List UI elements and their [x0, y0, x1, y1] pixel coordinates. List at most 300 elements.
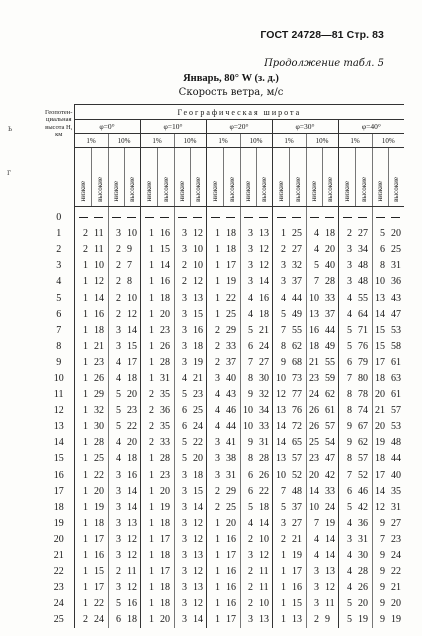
- value-cell: 3: [108, 532, 124, 548]
- value-cell: 29: [226, 485, 236, 497]
- value-cell: 25: [391, 244, 401, 256]
- value-cell: 6: [338, 355, 355, 371]
- value-cell: 5: [108, 387, 124, 403]
- value-cell: 1: [140, 451, 157, 467]
- value-cell: 20: [306, 468, 322, 484]
- value-cell: 2: [174, 274, 190, 290]
- value-cell: 24: [391, 550, 401, 562]
- value-cell: 5: [174, 387, 190, 403]
- value-cell: 4: [338, 580, 355, 596]
- value-cell: 4: [206, 387, 223, 403]
- value-cell: 14: [127, 501, 137, 513]
- value-cell: 1: [140, 484, 157, 500]
- value-cell: 2: [74, 242, 91, 258]
- value-cell: 1: [140, 596, 157, 612]
- value-cell: 3: [108, 516, 124, 532]
- value-cell: 48: [358, 276, 368, 288]
- value-cell: 12: [127, 582, 137, 594]
- value-cell: 24: [306, 387, 322, 403]
- value-cell: 3: [174, 323, 190, 339]
- value-cell: 10: [193, 260, 203, 272]
- value-cell: 2: [338, 226, 355, 242]
- value-cell: 1: [74, 435, 91, 451]
- value-cell: 14: [325, 550, 335, 562]
- height-cell: 21: [53, 550, 64, 562]
- table-row: [44, 339, 404, 355]
- value-cell: 12: [94, 276, 104, 288]
- value-cell: 25: [226, 308, 236, 320]
- value-cell: [91, 207, 108, 227]
- value-cell: 6: [240, 339, 256, 355]
- value-cell: 7: [306, 274, 322, 290]
- value-cell: 55: [325, 356, 335, 368]
- value-cell: 26: [259, 469, 269, 481]
- cloud-level-header: низкие: [276, 181, 285, 202]
- value-cell: 36: [160, 405, 170, 417]
- value-cell: 3: [174, 564, 190, 580]
- cloud-level-header: высокие: [392, 177, 401, 202]
- value-cell: 8: [372, 258, 388, 274]
- value-cell: 12: [259, 550, 269, 562]
- table-row: [44, 242, 404, 258]
- value-cell: 20: [127, 437, 137, 449]
- value-cell: 31: [391, 501, 401, 513]
- value-cell: 26: [160, 340, 170, 352]
- value-cell: 15: [160, 244, 170, 256]
- value-cell: 13: [292, 614, 302, 626]
- value-cell: 14: [127, 485, 137, 497]
- value-cell: 3: [108, 339, 124, 355]
- value-cell: 3: [306, 580, 322, 596]
- value-cell: 22: [94, 469, 104, 481]
- value-cell: 15: [193, 308, 203, 320]
- height-cell: 22: [53, 566, 64, 578]
- value-cell: 8: [240, 451, 256, 467]
- value-cell: 37: [292, 276, 302, 288]
- value-cell: 26: [306, 419, 322, 435]
- value-cell: 4: [338, 564, 355, 580]
- value-cell: 2: [174, 258, 190, 274]
- value-cell: 23: [127, 405, 137, 417]
- value-cell: 77: [292, 389, 302, 401]
- value-cell: 3: [108, 468, 124, 484]
- value-cell: [256, 207, 272, 227]
- value-cell: 1: [206, 564, 223, 580]
- value-cell: 16: [226, 598, 236, 610]
- table-row: [44, 532, 404, 548]
- value-cell: 22: [127, 421, 137, 433]
- value-cell: 11: [94, 244, 104, 256]
- value-cell: 17: [226, 614, 236, 626]
- dash-mark: [292, 217, 301, 218]
- value-cell: 61: [391, 356, 401, 368]
- height-cell: 12: [53, 405, 64, 417]
- value-cell: 3: [240, 612, 256, 628]
- value-cell: 1: [74, 500, 91, 516]
- value-cell: 14: [325, 533, 335, 545]
- value-cell: 2: [140, 419, 157, 435]
- value-cell: 23: [306, 451, 322, 467]
- value-cell: 1: [74, 403, 91, 419]
- value-cell: 18: [160, 598, 170, 610]
- value-cell: 3: [174, 596, 190, 612]
- latitude-header: φ=30°: [272, 120, 338, 134]
- value-cell: 5: [338, 612, 355, 628]
- value-cell: 44: [325, 324, 335, 336]
- value-cell: 13: [127, 517, 137, 529]
- value-cell: 17: [94, 582, 104, 594]
- value-cell: 9: [338, 435, 355, 451]
- value-cell: 5: [338, 596, 355, 612]
- value-cell: 18: [193, 469, 203, 481]
- value-cell: 18: [372, 451, 388, 467]
- value-cell: 13: [259, 228, 269, 240]
- value-cell: 24: [325, 501, 335, 513]
- value-cell: 29: [94, 389, 104, 401]
- value-cell: 2: [206, 500, 223, 516]
- value-cell: 14: [193, 501, 203, 513]
- table-row: [44, 612, 404, 628]
- value-cell: 8: [127, 276, 132, 288]
- value-cell: 3: [338, 242, 355, 258]
- value-cell: 23: [160, 469, 170, 481]
- value-cell: 57: [391, 405, 401, 417]
- value-cell: 1: [74, 371, 91, 387]
- value-cell: 3: [174, 516, 190, 532]
- dash-mark: [193, 217, 202, 218]
- height-cell: 15: [53, 453, 64, 465]
- table-row: [44, 580, 404, 596]
- value-cell: 17: [372, 468, 388, 484]
- value-cell: 10: [127, 292, 137, 304]
- value-cell: 5: [338, 500, 355, 516]
- table-row: [44, 226, 404, 242]
- value-cell: 37: [292, 501, 302, 513]
- value-cell: 17: [226, 260, 236, 272]
- value-cell: 2: [108, 307, 124, 323]
- table-row: [44, 516, 404, 532]
- cloud-level-header: высокие: [326, 177, 334, 202]
- value-cell: 63: [391, 372, 401, 384]
- value-cell: 14: [259, 517, 269, 529]
- value-cell: 13: [306, 307, 322, 323]
- value-cell: 13: [193, 582, 203, 594]
- value-cell: 49: [325, 340, 335, 352]
- value-cell: 10: [240, 419, 256, 435]
- value-cell: 2: [140, 403, 157, 419]
- table-row: [44, 419, 404, 435]
- percent-header: 10%: [108, 134, 140, 148]
- latitude-header: φ=40°: [338, 120, 404, 134]
- value-cell: 1: [206, 307, 223, 323]
- value-cell: 9: [372, 516, 388, 532]
- value-cell: 32: [292, 260, 302, 272]
- value-cell: 1: [74, 419, 91, 435]
- value-cell: 27: [292, 244, 302, 256]
- margin-mark: г: [7, 168, 12, 177]
- margin-mark: ь: [8, 124, 13, 133]
- value-cell: 12: [193, 598, 203, 610]
- percent-header: 10%: [240, 134, 272, 148]
- dash-mark: [94, 217, 103, 218]
- value-cell: 47: [391, 308, 401, 320]
- value-cell: 18: [160, 550, 170, 562]
- value-cell: 8: [272, 339, 289, 355]
- value-cell: [206, 207, 223, 227]
- value-cell: 33: [325, 485, 335, 497]
- value-cell: 19: [372, 435, 388, 451]
- value-cell: 17: [226, 550, 236, 562]
- value-cell: 3: [306, 564, 322, 580]
- value-cell: 6: [174, 419, 190, 435]
- value-cell: 7: [306, 516, 322, 532]
- value-cell: 12: [272, 387, 289, 403]
- value-cell: 72: [292, 421, 302, 433]
- value-cell: 2: [108, 242, 124, 258]
- value-cell: 3: [174, 307, 190, 323]
- value-cell: 33: [325, 292, 335, 304]
- value-cell: 2: [240, 532, 256, 548]
- value-cell: 68: [292, 356, 302, 368]
- cloud-level-header: высокие: [359, 177, 368, 202]
- value-cell: 3: [174, 226, 190, 242]
- value-cell: 3: [174, 500, 190, 516]
- height-cell: 8: [56, 340, 62, 352]
- value-cell: 4: [338, 548, 355, 564]
- height-cell: 7: [56, 324, 62, 336]
- value-cell: 14: [372, 307, 388, 323]
- value-cell: 7: [338, 468, 355, 484]
- value-cell: 33: [160, 437, 170, 449]
- value-cell: 26: [306, 403, 322, 419]
- value-cell: 12: [127, 533, 137, 545]
- value-cell: 2: [206, 339, 223, 355]
- value-cell: 1: [140, 290, 157, 306]
- percent-header: 1%: [272, 134, 306, 148]
- value-cell: 29: [226, 324, 236, 336]
- value-cell: 1: [140, 612, 157, 628]
- value-cell: 1: [272, 612, 289, 628]
- value-cell: 6: [240, 484, 256, 500]
- value-cell: 18: [94, 324, 104, 336]
- value-cell: 1: [206, 290, 223, 306]
- dash-mark: [178, 217, 187, 218]
- cloud-level-header: низкие: [112, 181, 120, 202]
- value-cell: 9: [272, 355, 289, 371]
- percent-header: 10%: [306, 134, 338, 148]
- percent-header: 1%: [140, 134, 174, 148]
- value-cell: 28: [259, 453, 269, 465]
- value-cell: 3: [306, 596, 322, 612]
- value-cell: 22: [94, 598, 104, 610]
- value-cell: 15: [372, 323, 388, 339]
- value-cell: 1: [140, 500, 157, 516]
- value-cell: 58: [391, 340, 401, 352]
- value-cell: 4: [272, 290, 289, 306]
- value-cell: 11: [127, 566, 137, 578]
- value-cell: 5: [240, 500, 256, 516]
- value-cell: 1: [140, 371, 157, 387]
- value-cell: 2: [108, 564, 124, 580]
- latitude-header: φ=10°: [140, 120, 206, 134]
- value-cell: 32: [259, 389, 269, 401]
- height-cell: 10: [53, 372, 64, 384]
- value-cell: 6: [174, 403, 190, 419]
- value-cell: 46: [358, 485, 368, 497]
- height-cell: 24: [53, 598, 64, 610]
- value-cell: 5: [372, 226, 388, 242]
- value-cell: 8: [338, 403, 355, 419]
- value-cell: 9: [338, 419, 355, 435]
- value-cell: 1: [272, 226, 289, 242]
- height-cell: 11: [53, 389, 64, 401]
- value-cell: 4: [306, 548, 322, 564]
- value-cell: 15: [372, 339, 388, 355]
- value-cell: 12: [127, 308, 137, 320]
- value-cell: 30: [94, 421, 104, 433]
- value-cell: 22: [193, 437, 203, 449]
- value-cell: 1: [140, 516, 157, 532]
- value-cell: [322, 207, 338, 227]
- value-cell: 20: [160, 308, 170, 320]
- value-cell: 1: [140, 548, 157, 564]
- value-cell: 27: [259, 356, 269, 368]
- value-cell: 5: [240, 323, 256, 339]
- latitude-group-header: Географическая широта: [74, 105, 404, 120]
- value-cell: 4: [174, 371, 190, 387]
- value-cell: 18: [160, 517, 170, 529]
- value-cell: 28: [160, 356, 170, 368]
- latitude-header: φ=20°: [206, 120, 272, 134]
- value-cell: 20: [94, 485, 104, 497]
- value-cell: 25: [292, 228, 302, 240]
- value-cell: 23: [160, 324, 170, 336]
- value-cell: 18: [193, 340, 203, 352]
- value-cell: [174, 207, 190, 227]
- value-cell: 7: [372, 532, 388, 548]
- value-cell: 3: [174, 242, 190, 258]
- value-cell: 53: [391, 421, 401, 433]
- cloud-level-header: высокие: [293, 177, 302, 202]
- value-cell: 3: [240, 274, 256, 290]
- value-cell: 5: [338, 323, 355, 339]
- height-cell: 6: [56, 308, 62, 320]
- value-cell: 64: [358, 308, 368, 320]
- cloud-level-header: низкие: [342, 181, 351, 202]
- value-cell: 2: [206, 484, 223, 500]
- value-cell: 3: [272, 274, 289, 290]
- value-cell: 1: [206, 258, 223, 274]
- value-cell: 31: [358, 533, 368, 545]
- page-header: ГОСТ 24728—81 Стр. 83: [260, 29, 384, 41]
- value-cell: 18: [325, 228, 335, 240]
- value-cell: 1: [272, 580, 289, 596]
- table-row: [44, 207, 404, 227]
- value-cell: 6: [240, 468, 256, 484]
- table-row: [44, 274, 404, 290]
- value-cell: 5: [306, 258, 322, 274]
- height-cell: 20: [53, 533, 64, 545]
- value-cell: 14: [94, 292, 104, 304]
- dash-mark: [277, 217, 286, 218]
- value-cell: 10: [259, 533, 269, 545]
- value-cell: 3: [174, 612, 190, 628]
- value-cell: 17: [127, 356, 137, 368]
- value-cell: 13: [272, 451, 289, 467]
- value-cell: 4: [306, 226, 322, 242]
- value-cell: 10: [193, 244, 203, 256]
- value-cell: 23: [306, 371, 322, 387]
- table-row: [44, 371, 404, 387]
- value-cell: 18: [226, 244, 236, 256]
- value-cell: 9: [372, 548, 388, 564]
- value-cell: 13: [259, 614, 269, 626]
- value-cell: 55: [358, 292, 368, 304]
- value-cell: 62: [292, 340, 302, 352]
- value-cell: 19: [325, 517, 335, 529]
- value-cell: 20: [391, 228, 401, 240]
- value-cell: 21: [372, 403, 388, 419]
- value-cell: 28: [325, 276, 335, 288]
- value-cell: 40: [391, 469, 401, 481]
- value-cell: 16: [292, 582, 302, 594]
- value-cell: 34: [259, 405, 269, 417]
- value-cell: 3: [174, 468, 190, 484]
- cloud-level-header: низкие: [376, 181, 384, 202]
- value-cell: 4: [240, 290, 256, 306]
- value-cell: [355, 207, 372, 227]
- height-cell: 9: [56, 356, 62, 368]
- value-cell: [388, 207, 404, 227]
- value-cell: 18: [127, 453, 137, 465]
- value-cell: 80: [358, 372, 368, 384]
- value-cell: 3: [206, 435, 223, 451]
- value-cell: 57: [292, 453, 302, 465]
- value-cell: 3: [174, 548, 190, 564]
- value-cell: 19: [94, 501, 104, 513]
- value-cell: 22: [226, 292, 236, 304]
- value-cell: 10: [127, 228, 137, 240]
- table-row: [44, 564, 404, 580]
- value-cell: 43: [226, 389, 236, 401]
- value-cell: 8: [338, 451, 355, 467]
- value-cell: 4: [306, 532, 322, 548]
- value-cell: 12: [325, 582, 335, 594]
- value-cell: 1: [140, 468, 157, 484]
- value-cell: 13: [193, 550, 203, 562]
- value-cell: 4: [338, 307, 355, 323]
- value-cell: 1: [140, 532, 157, 548]
- value-cell: 20: [226, 517, 236, 529]
- height-cell: 23: [53, 582, 64, 594]
- value-cell: 1: [74, 290, 91, 306]
- height-cell: 19: [53, 517, 64, 529]
- value-cell: [140, 207, 157, 227]
- value-cell: 67: [358, 421, 368, 433]
- value-cell: 18: [127, 614, 137, 626]
- value-cell: 48: [391, 437, 401, 449]
- value-cell: 28: [358, 566, 368, 578]
- value-cell: 7: [272, 484, 289, 500]
- value-cell: [338, 207, 355, 227]
- value-cell: 14: [306, 484, 322, 500]
- value-cell: 19: [160, 501, 170, 513]
- value-cell: 61: [325, 405, 335, 417]
- value-cell: 1: [74, 548, 91, 564]
- value-cell: 4: [108, 435, 124, 451]
- value-cell: 78: [358, 389, 368, 401]
- dash-mark: [343, 217, 352, 218]
